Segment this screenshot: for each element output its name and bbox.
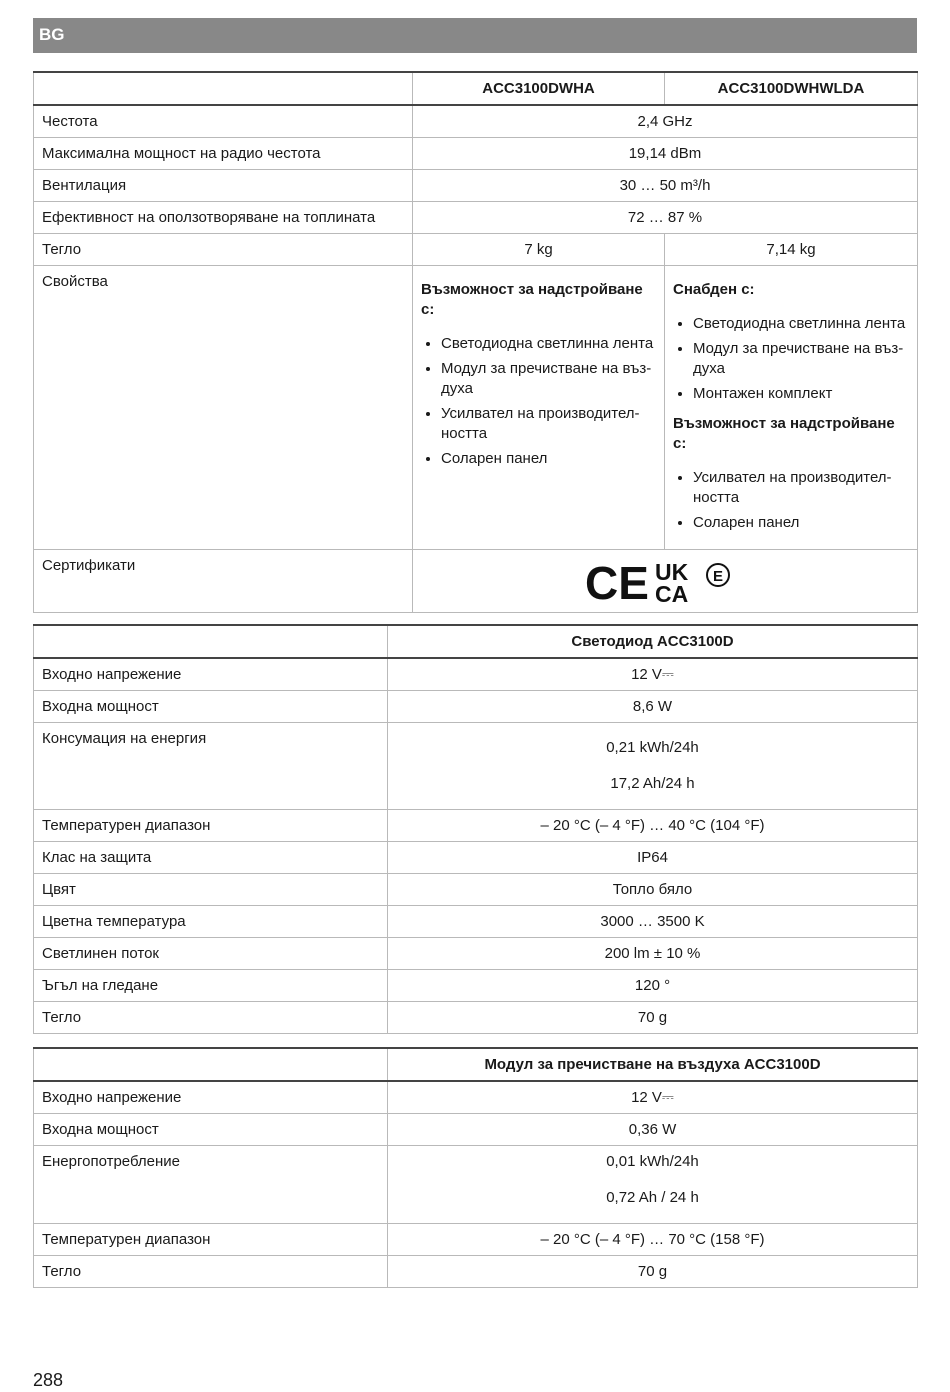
row-value: 70 g xyxy=(388,1001,918,1033)
list-item: • Усилвател на производител-ността xyxy=(441,404,656,444)
row-value: 72 … 87 % xyxy=(413,201,918,233)
certificates-marks xyxy=(413,550,917,612)
row-label: Ъгъл на гледане xyxy=(34,969,388,1001)
row-value: – 20 °C (– 4 °F) … 70 °C (158 °F) xyxy=(388,1223,918,1255)
features-list xyxy=(421,334,656,469)
row-label: Сертификати xyxy=(34,549,413,612)
list-item: • Усилвател на производител-ността xyxy=(693,468,909,508)
list-item: • Соларен панел xyxy=(441,449,656,469)
table-row xyxy=(34,690,918,722)
features-heading: Възможност за надстройване с: xyxy=(673,414,895,452)
table-row xyxy=(34,233,918,265)
e-mark: E xyxy=(713,567,724,585)
features-dwhwlda xyxy=(665,265,918,549)
list-item: • Светодиодна светлинна лента xyxy=(693,314,909,334)
row-value: 2,4 GHz xyxy=(413,105,918,137)
row-value: 8,6 W xyxy=(388,690,918,722)
value-line: 0,21 kWh/24h xyxy=(606,738,699,756)
table-row xyxy=(34,137,918,169)
table-row xyxy=(34,937,918,969)
row-label: Ефективност на оползотворяване на топлината xyxy=(34,201,413,233)
language-code: BG xyxy=(39,25,65,44)
air-purifier-spec-table xyxy=(33,1047,918,1288)
table-row xyxy=(34,201,918,233)
list-item: • Светодиодна светлинна лента xyxy=(441,334,656,354)
row-label: Цвят xyxy=(34,873,388,905)
row-value: 0,36 W xyxy=(388,1113,918,1145)
row-value: Топло бяло xyxy=(388,873,918,905)
list-item: • Модул за пречистване на въз-духа xyxy=(441,359,656,399)
features-heading: Снабден с: xyxy=(673,280,755,298)
table-row xyxy=(34,105,918,137)
row-label: Входна мощност xyxy=(34,1113,388,1145)
table-row xyxy=(34,1223,918,1255)
row-value xyxy=(388,1145,918,1223)
row-value: 12 V⎓ xyxy=(388,658,918,690)
row-value: 3000 … 3500 K xyxy=(388,905,918,937)
page-number: 288 xyxy=(33,1370,64,1390)
table-row xyxy=(34,1145,918,1223)
row-value: – 20 °C (– 4 °F) … 40 °C (104 °F) xyxy=(388,809,918,841)
led-table-title: Светодиод ACC3100D xyxy=(388,625,918,658)
row-label: Светлинен поток xyxy=(34,937,388,969)
table-row xyxy=(34,169,918,201)
row-value: 19,14 dBm xyxy=(413,137,918,169)
row-value: IP64 xyxy=(388,841,918,873)
led-spec-table xyxy=(33,624,918,1034)
row-label: Свойства xyxy=(34,265,413,549)
table-row xyxy=(34,1081,918,1113)
features-heading: Възможност за надстройване с: xyxy=(421,280,643,318)
row-value: 7,14 kg xyxy=(665,233,918,265)
column-header-dwhwlda: ACC3100DWHWLDA xyxy=(665,72,918,105)
air-purifier-table-title: Модул за пречистване на въздуха ACC3100D xyxy=(388,1048,918,1081)
table-row xyxy=(34,658,918,690)
header-empty-cell xyxy=(34,72,413,105)
table-row xyxy=(34,1255,918,1287)
value-line: 17,2 Ah/24 h xyxy=(610,774,695,792)
row-label: Входно напрежение xyxy=(34,658,388,690)
features-dwha xyxy=(413,265,665,549)
row-label: Цветна температура xyxy=(34,905,388,937)
features-list xyxy=(673,468,909,533)
table-row xyxy=(34,809,918,841)
column-header-dwha: ACC3100DWHA xyxy=(413,72,665,105)
table-row xyxy=(34,841,918,873)
row-value: 7 kg xyxy=(413,233,665,265)
row-value: 30 … 50 m³/h xyxy=(413,169,918,201)
features-list xyxy=(673,314,909,404)
certification-marks-icon xyxy=(585,556,745,606)
row-label: Входна мощност xyxy=(34,690,388,722)
row-value: 200 lm ± 10 % xyxy=(388,937,918,969)
list-item: • Модул за пречистване на въз-духа xyxy=(693,339,909,379)
certificates-cell xyxy=(413,549,918,612)
row-label: Тегло xyxy=(34,1001,388,1033)
header-empty-cell xyxy=(34,625,388,658)
table-row xyxy=(34,549,918,612)
table-row xyxy=(34,873,918,905)
row-label: Консумация на енергия xyxy=(34,722,388,809)
ukca-mark-top: UK xyxy=(655,558,689,585)
table-row xyxy=(34,905,918,937)
ukca-mark-bottom: CA xyxy=(655,580,689,606)
table-row xyxy=(34,722,918,809)
value-line: 0,01 kWh/24h xyxy=(606,1152,699,1170)
row-label: Тегло xyxy=(34,233,413,265)
row-label: Честота xyxy=(34,105,413,137)
ce-mark: CE xyxy=(585,556,649,606)
row-label: Клас на защита xyxy=(34,841,388,873)
header-empty-cell xyxy=(34,1048,388,1081)
table-row xyxy=(34,265,918,549)
row-value xyxy=(388,722,918,809)
row-label: Максимална мощност на радио честота xyxy=(34,137,413,169)
row-value: 12 V⎓ xyxy=(388,1081,918,1113)
row-value: 120 ° xyxy=(388,969,918,1001)
row-label: Енергопотребление xyxy=(34,1145,388,1223)
row-label: Температурен диапазон xyxy=(34,1223,388,1255)
language-bar xyxy=(33,18,917,53)
row-label: Входно напрежение xyxy=(34,1081,388,1113)
row-label: Тегло xyxy=(34,1255,388,1287)
table-row xyxy=(34,1113,918,1145)
list-item: • Соларен панел xyxy=(693,513,909,533)
product-spec-table xyxy=(33,71,918,613)
row-value: 70 g xyxy=(388,1255,918,1287)
row-label: Температурен диапазон xyxy=(34,809,388,841)
value-line: 0,72 Ah / 24 h xyxy=(606,1188,699,1206)
row-label: Вентилация xyxy=(34,169,413,201)
table-row xyxy=(34,969,918,1001)
table-row xyxy=(34,1001,918,1033)
list-item: • Монтажен комплект xyxy=(693,384,909,404)
